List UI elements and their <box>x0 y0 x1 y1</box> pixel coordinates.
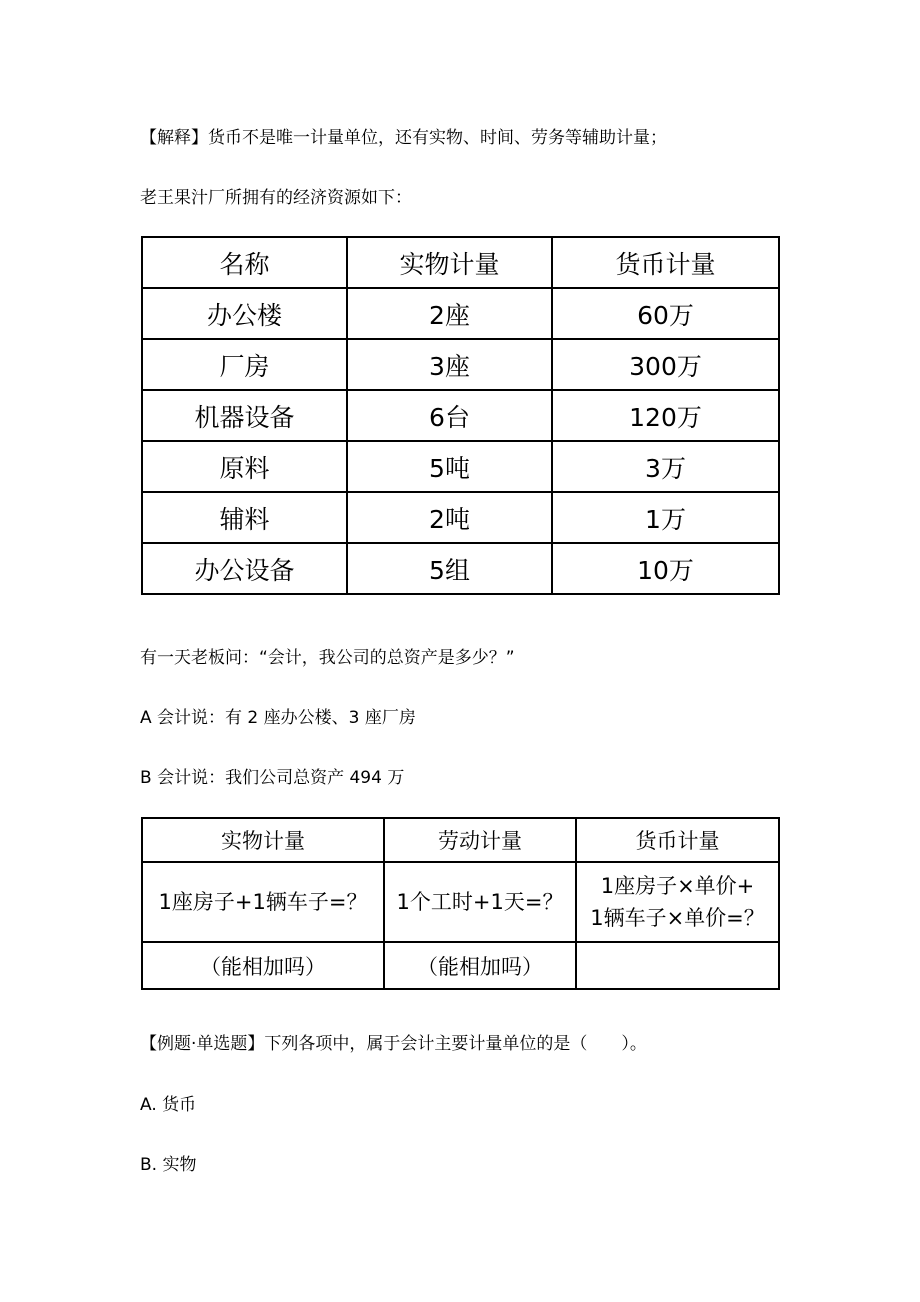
table-cell: 原料 <box>142 441 347 492</box>
table-cell: 机器设备 <box>142 390 347 441</box>
table-cell: 厂房 <box>142 339 347 390</box>
table-cell: 1个工时+1天=？ <box>384 862 576 942</box>
table-cell: 3万 <box>552 441 779 492</box>
table-cell: 2座 <box>347 288 552 339</box>
table-cell: 5吨 <box>347 441 552 492</box>
table-row <box>142 339 779 390</box>
table-cell: 2吨 <box>347 492 552 543</box>
table-cell: 6台 <box>347 390 552 441</box>
table-cell: 3座 <box>347 339 552 390</box>
resource-table <box>141 236 780 595</box>
table-cell: 1座房子+1辆车子=？ <box>142 862 384 942</box>
table-cell: 60万 <box>552 288 779 339</box>
table-cell: 120万 <box>552 390 779 441</box>
header-cell: 名称 <box>142 237 347 288</box>
measure-table <box>141 817 780 990</box>
header-cell: 货币计量 <box>552 237 779 288</box>
table-row <box>142 942 779 989</box>
table-cell: 10万 <box>552 543 779 594</box>
header-cell: 货币计量 <box>576 818 779 862</box>
table-row <box>142 390 779 441</box>
table-cell: （能相加吗） <box>384 942 576 989</box>
table-cell: 办公楼 <box>142 288 347 339</box>
question-stem-text: 【例题·单选题】下列各项中，属于会计主要计量单位的是（ ）。 <box>140 1034 647 1054</box>
table-row <box>142 492 779 543</box>
table-cell: 1万 <box>552 492 779 543</box>
header-cell: 实物计量 <box>347 237 552 288</box>
table-cell <box>576 862 779 942</box>
table-row <box>142 288 779 339</box>
table-cell: 5组 <box>347 543 552 594</box>
table-cell: 辅料 <box>142 492 347 543</box>
explanation-text: 【解释】货币不是唯一计量单位，还有实物、时间、劳务等辅助计量； <box>140 128 667 148</box>
table-row <box>142 862 779 942</box>
table-row <box>142 441 779 492</box>
resources-intro-text: 老王果汁厂所拥有的经济资源如下： <box>140 188 412 208</box>
cell-line: 1辆车子×单价=？ <box>590 906 765 930</box>
boss-question-text: 有一天老板问：“会计，我公司的总资产是多少？” <box>140 648 515 668</box>
cell-line: 1座房子×单价+ <box>600 874 755 898</box>
table-row <box>142 543 779 594</box>
table-cell: 300万 <box>552 339 779 390</box>
accountant-b-text: B 会计说：我们公司总资产 494 万 <box>140 768 405 788</box>
table-header-row <box>142 237 779 288</box>
header-cell: 劳动计量 <box>384 818 576 862</box>
accountant-a-text: A 会计说：有 2 座办公楼、3 座厂房 <box>140 708 416 728</box>
table-cell: 办公设备 <box>142 543 347 594</box>
header-cell: 实物计量 <box>142 818 384 862</box>
table-header-row <box>142 818 779 862</box>
table-cell <box>576 942 779 989</box>
option-b-text: B. 实物 <box>140 1155 197 1175</box>
option-a-text: A. 货币 <box>140 1095 197 1115</box>
table-cell: （能相加吗） <box>142 942 384 989</box>
